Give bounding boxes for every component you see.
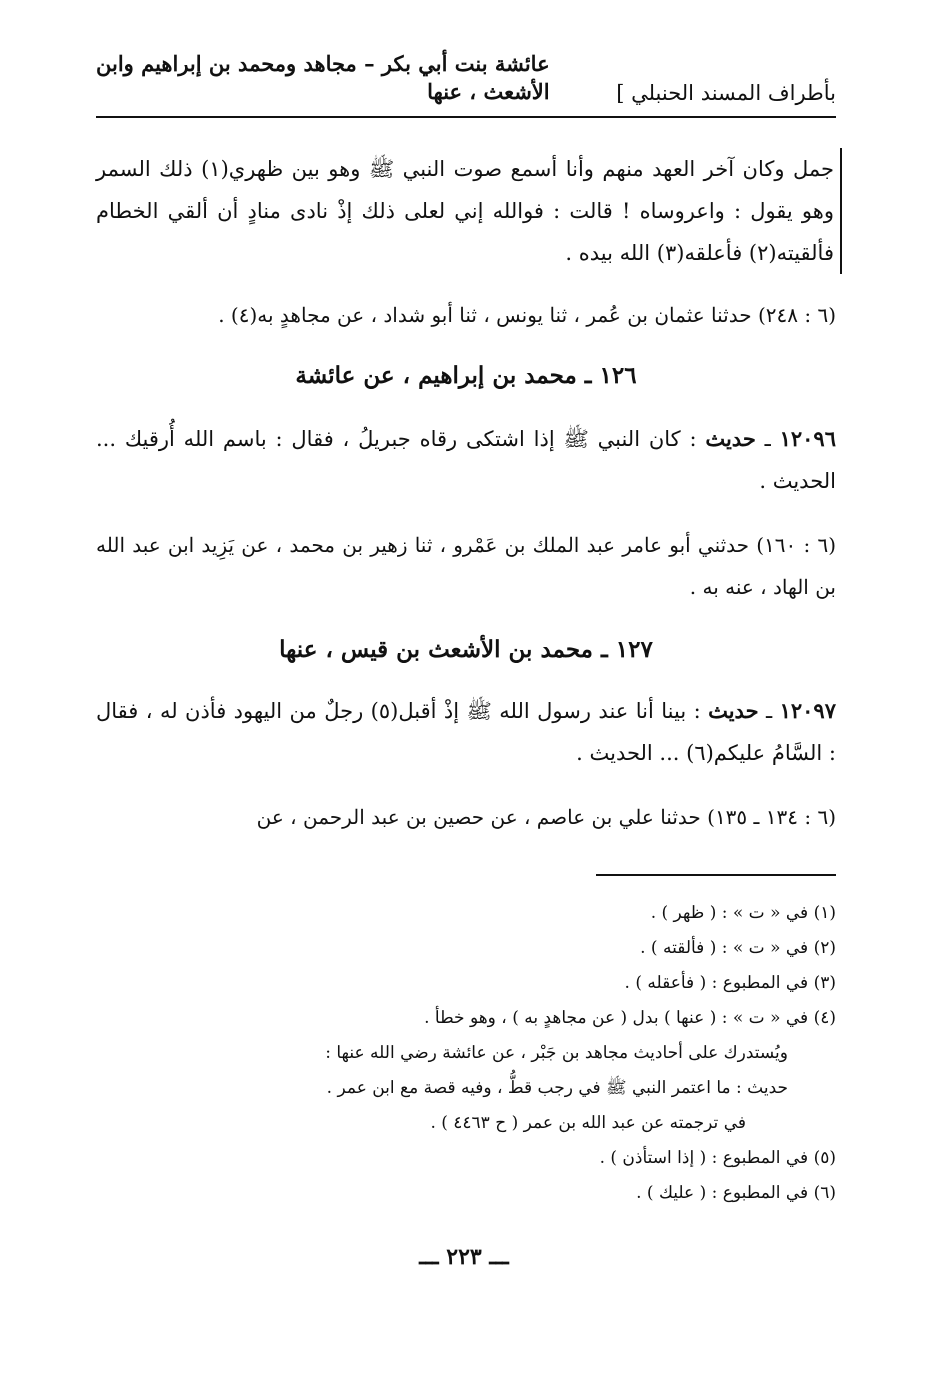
section-title-127: ١٢٧ ـ محمد بن الأشعث بن قيس ، عنها: [279, 636, 653, 663]
chapter-line-2: الأشعث ، عنها: [427, 79, 550, 104]
hadith-keyword: حديث: [708, 698, 759, 723]
section-title-126: ١٢٦ ـ محمد بن إبراهيم ، عن عائشة: [295, 362, 637, 389]
footnote-4-addendum-3: في ترجمته عن عبد الله بن عمر ( ح ٤٤٦٣ ) .: [430, 1113, 746, 1133]
running-header-chapter: [96, 50, 550, 106]
footnote-3: (٣) في المطبوع : ( فأعقله ) .: [624, 973, 836, 993]
page-number: ـــ ٢٢٣ ـــ: [419, 1244, 509, 1270]
footnote-5: (٥) في المطبوع : ( إذا استأذن ) .: [599, 1148, 836, 1168]
footnote-separator: [596, 874, 836, 876]
hadith-text: : كان النبي ﷺ إذا اشتكى رقاه جبريلُ ، فقال : باسم الله أُرقيك ... الحديث .: [96, 427, 836, 493]
hadith-dash: ـ: [758, 699, 780, 723]
footnote-6: (٦) في المطبوع : ( عليك ) .: [636, 1183, 836, 1203]
hadith-number: ١٢٠٩٧: [779, 698, 836, 723]
footnote-4-addendum-1: ويُستدرك على أحاديث مجاهد بن جَبْر ، عن عائشة رضي الله عنها :: [325, 1043, 788, 1063]
hadith-12096: [96, 418, 836, 502]
opening-source: (٦ : ٢٤٨) حدثنا عثمان بن عُمر ، ثنا يونس ، ثنا أبو شداد ، عن مجاهدٍ به(٤) .: [218, 303, 836, 327]
opening-paragraph: جمل وكان آخر العهد منهم وأنا أسمع صوت النبي ﷺ وهو بين ظهري(١) ذلك السمر وهو يقول : واعروساه ! قالت : فوالله إني لعلى ذلك إذْ نادى منادٍ أن ألقي الخطام فألقيته(٢) فأعلقه(٣) الله بيده .: [96, 148, 842, 274]
footnotes: [96, 896, 836, 1211]
hadith-keyword: حديث: [705, 426, 756, 451]
hadith-text: : بينا أنا عند رسول الله ﷺ إذْ أقبل(٥) رجلٌ من اليهود فأذن له ، فقال : السَّامُ عليكم(٦) ... الحديث .: [96, 699, 836, 765]
footnote-4: (٤) في « ت » : ( عنها ) بدل ( عن مجاهدٍ به ) ، وهو خطأ .: [424, 1008, 836, 1028]
footnote-4-addendum-2: حديث : ما اعتمر النبي ﷺ في رجب قطُّ ، وفيه قصة مع ابن عمر .: [326, 1078, 788, 1098]
chapter-line-1: عائشة بنت أبي بكر – مجاهد ومحمد بن إبراهيم وابن: [96, 51, 550, 76]
header-rule: [96, 116, 836, 118]
hadith-12097: [96, 690, 836, 774]
hadith-12097-source: (٦ : ١٣٤ ـ ١٣٥) حدثنا علي بن عاصم ، عن حصين بن عبد الرحمن ، عن: [256, 805, 836, 829]
footnote-1: (١) في « ت » : ( ظهر ) .: [650, 903, 836, 923]
footnote-2: (٢) في « ت » : ( فألقته ) .: [640, 938, 836, 958]
running-header-book-title: بأطراف المسند الحنبلي ]: [616, 81, 836, 105]
hadith-number: ١٢٠٩٦: [779, 426, 836, 451]
hadith-dash: ـ: [755, 427, 780, 451]
hadith-12096-source: (٦ : ١٦٠) حدثني أبو عامر عبد الملك بن عَمْرو ، ثنا زهير بن محمد ، عن يَزِيد ابن عبد الله بن الهاد ، عنه به .: [96, 533, 836, 599]
